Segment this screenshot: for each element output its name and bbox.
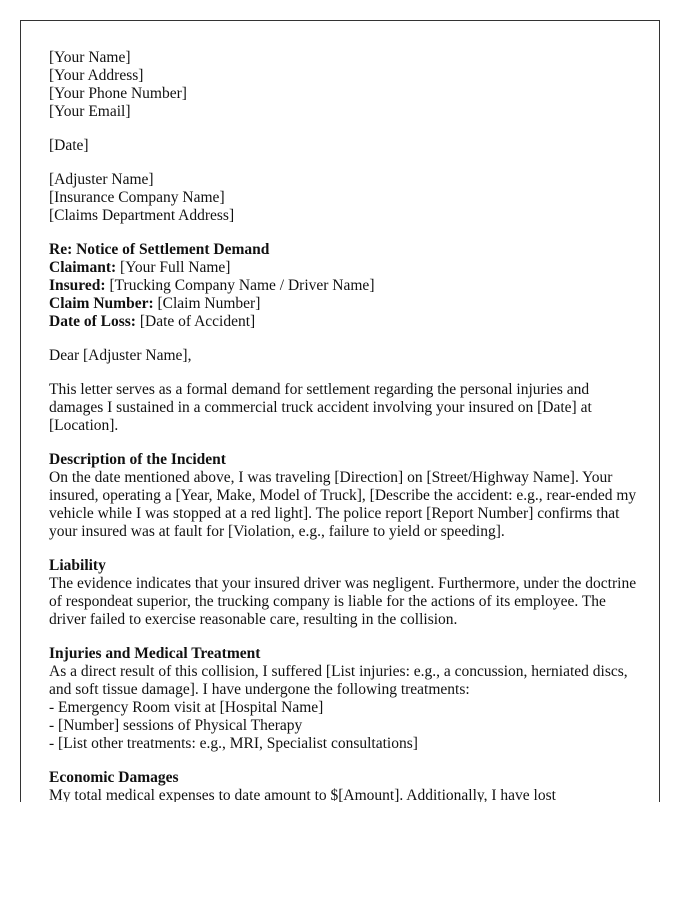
recipient-block [49,171,639,225]
section-incident [49,451,639,541]
claimant-label: Claimant: [49,259,117,276]
section-injuries [49,645,639,753]
sender-email: [Your Email] [49,103,131,120]
insured-value: [Trucking Company Name / Driver Name] [105,277,375,294]
incident-heading: Description of the Incident [49,451,226,468]
liability-body: The evidence indicates that your insured driver was negligent. Furthermore, under the doctrine of respondeat superior, the trucking company is liable for the actions of its employee. The driver failed to exercise reasonable care, resulting in the collision. [49,575,637,628]
economic-heading: Economic Damages [49,769,179,786]
treatment-item: - [List other treatments: e.g., MRI, Specialist consultations] [49,735,418,752]
date-of-loss-row [49,313,639,331]
sender-address: [Your Address] [49,67,144,84]
salutation: Dear [Adjuster Name], [49,347,192,364]
sender-block [49,49,639,121]
intro-paragraph [49,381,639,435]
recipient-address: [Claims Department Address] [49,207,235,224]
claimant-value: [Your Full Name] [116,259,231,276]
claimant-row [49,259,639,277]
injuries-heading: Injuries and Medical Treatment [49,645,261,662]
claim-number-value: [Claim Number] [153,295,261,312]
sender-name: [Your Name] [49,49,131,66]
settlement-demand-letter [49,49,639,802]
insured-label: Insured: [49,277,106,294]
incident-body: On the date mentioned above, I was traveling [Direction] on [Street/Highway Name]. Your insured, operating a [Year, Make, Model of Truck], [Describe the accident: e.g., rear-ended my vehicle while I was stopped at a red light]. The police report [Report Number] confirms that your insured was at fault for [Violation, e.g., failure to yield or speeding]. [49,469,637,540]
treatment-item: - Emergency Room visit at [Hospital Name] [49,699,324,716]
treatment-item: - [Number] sessions of Physical Therapy [49,717,303,734]
letter-page [20,20,660,802]
liability-heading: Liability [49,557,106,574]
economic-body: My total medical expenses to date amount to $[Amount]. Additionally, I have lost [49,787,556,802]
injuries-body: As a direct result of this collision, I suffered [List injuries: e.g., a concussion, herniated discs, and soft tissue damage]. I have undergone the following treatments: [49,663,628,698]
letter-date: [Date] [49,137,89,154]
date-block [49,137,639,155]
claim-number-row [49,295,639,313]
insured-row [49,277,639,295]
claim-number-label: Claim Number: [49,295,154,312]
reference-block [49,241,639,331]
salutation-block [49,347,639,365]
intro-text: This letter serves as a formal demand for settlement regarding the personal injuries and damages I sustained in a commercial truck accident involving your insured on [Date] at [Location]. [49,381,592,434]
date-of-loss-value: [Date of Accident] [135,313,256,330]
section-economic-damages [49,769,639,802]
subject-line: Re: Notice of Settlement Demand [49,241,270,258]
date-of-loss-label: Date of Loss: [49,313,136,330]
sender-phone: [Your Phone Number] [49,85,187,102]
recipient-company: [Insurance Company Name] [49,189,225,206]
recipient-adjuster: [Adjuster Name] [49,171,154,188]
section-liability [49,557,639,629]
